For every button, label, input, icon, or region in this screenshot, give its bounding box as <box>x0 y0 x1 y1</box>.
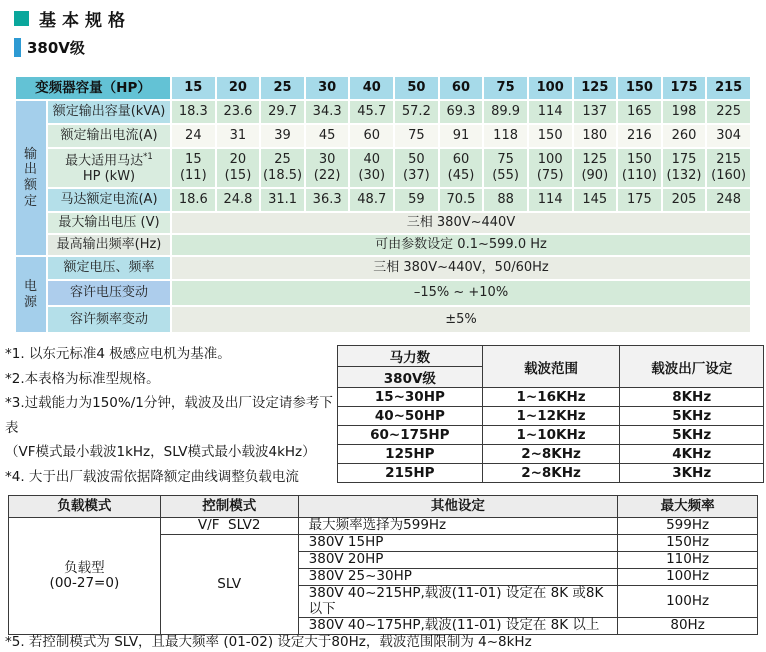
subtitle-bar-icon <box>14 38 21 57</box>
footnote: *5. 若控制模式为 SLV，且最大频率 (01-02) 设定大于80Hz，载波范围限制为 4~8kHz <box>5 634 532 650</box>
spec-value: 175 (132) <box>663 149 706 187</box>
spec-row-label: 马达额定电流(A) <box>48 189 170 211</box>
control-mode-cell: SLV <box>160 535 298 635</box>
carrier-row <box>338 407 764 426</box>
spec-value: 31.1 <box>261 189 304 211</box>
spec-value: 205 <box>663 189 706 211</box>
spec-span-value: –15% ~ +10% <box>172 281 750 305</box>
spec-value: 91 <box>440 125 483 147</box>
carrier-cell: 60~175HP <box>338 426 483 445</box>
spec-value: 175 <box>618 189 661 211</box>
spec-span-value: ±5% <box>172 307 750 332</box>
max-frequency-cell: 150Hz <box>618 535 758 552</box>
carrier-default-header: 载波出厂设定 <box>620 346 764 388</box>
spec-row-label: 额定电压、频率 <box>48 257 170 279</box>
spec-value: 40 (30) <box>350 149 393 187</box>
spec-value: 60 (45) <box>440 149 483 187</box>
capacity-col-header: 150 <box>618 77 661 99</box>
spec-value: 34.3 <box>306 101 349 123</box>
capacity-col-header: 25 <box>261 77 304 99</box>
spec-value: 75 <box>395 125 438 147</box>
other-setting-cell: 380V 40~175HP,载波(11-01) 设定在 8K 以上 <box>298 618 618 635</box>
capacity-col-header: 75 <box>484 77 527 99</box>
note-line: *3.过载能力为150%/1分钟，载波及出厂设定请参考下表 <box>5 395 333 436</box>
capacity-col-header: 60 <box>440 77 483 99</box>
spec-value: 30 (22) <box>306 149 349 187</box>
carrier-cell: 1~12KHz <box>482 407 620 426</box>
carrier-cell: 4KHz <box>620 445 764 464</box>
voltage-class-label: 380V级 <box>27 39 85 57</box>
spec-value: 100 (75) <box>529 149 572 187</box>
carrier-row <box>338 426 764 445</box>
max-frequency-cell: 100Hz <box>618 586 758 618</box>
spec-value: 18.6 <box>172 189 215 211</box>
spec-row-label: 最大适用马达$^{*1}$ HP (kW) <box>48 149 170 187</box>
spec-value: 89.9 <box>484 101 527 123</box>
carrier-range-header: 载波范围 <box>482 346 620 388</box>
mode-row <box>9 518 758 535</box>
mode-col-header: 控制模式 <box>160 496 298 518</box>
max-frequency-cell: 100Hz <box>618 569 758 586</box>
spec-value: 50 (37) <box>395 149 438 187</box>
mode-col-header: 其他设定 <box>298 496 618 518</box>
spec-value: 215 (160) <box>707 149 750 187</box>
main-spec-table <box>14 75 752 334</box>
carrier-row <box>338 464 764 483</box>
carrier-cell: 125HP <box>338 445 483 464</box>
control-mode-table <box>8 495 758 635</box>
other-setting-cell: 380V 40~215HP,载波(11-01) 设定在 8K 或8K 以下 <box>298 586 618 618</box>
note-line: （VF模式最小载波1kHz，SLV模式最小载波4kHz） <box>5 444 316 460</box>
spec-value: 180 <box>574 125 617 147</box>
spec-value: 25 (18.5) <box>261 149 304 187</box>
max-frequency-cell: 599Hz <box>618 518 758 535</box>
spec-value: 48.7 <box>350 189 393 211</box>
mode-col-header: 最大频率 <box>618 496 758 518</box>
page-title-row <box>14 6 131 31</box>
note-line: *4. 大于出厂载波需依据降额定曲线调整负载电流 <box>5 468 299 485</box>
spec-value: 260 <box>663 125 706 147</box>
capacity-col-header: 175 <box>663 77 706 99</box>
spec-value: 24 <box>172 125 215 147</box>
carrier-frequency-table <box>337 345 764 483</box>
spec-row-label: 最高输出频率(Hz) <box>48 235 170 255</box>
carrier-cell: 2~8KHz <box>482 445 620 464</box>
spec-value: 69.3 <box>440 101 483 123</box>
spec-value: 59 <box>395 189 438 211</box>
other-setting-cell: 最大频率选择为599Hz <box>298 518 618 535</box>
carrier-voltage-header: 380V级 <box>338 367 483 388</box>
spec-value: 24.8 <box>217 189 260 211</box>
notes-block <box>5 342 335 489</box>
spec-value: 150 <box>529 125 572 147</box>
other-setting-cell: 380V 15HP <box>298 535 618 552</box>
spec-value: 45 <box>306 125 349 147</box>
capacity-col-header: 50 <box>395 77 438 99</box>
spec-value: 150 (110) <box>618 149 661 187</box>
spec-value: 125 (90) <box>574 149 617 187</box>
carrier-hp-header: 马力数 <box>338 346 483 367</box>
carrier-row <box>338 388 764 407</box>
carrier-cell: 8KHz <box>620 388 764 407</box>
carrier-cell: 1~16KHz <box>482 388 620 407</box>
spec-value: 304 <box>707 125 750 147</box>
max-frequency-cell: 80Hz <box>618 618 758 635</box>
page-title: 基本规格 <box>39 11 131 31</box>
spec-value: 198 <box>663 101 706 123</box>
carrier-row <box>338 445 764 464</box>
spec-value: 114 <box>529 101 572 123</box>
voltage-class-row <box>14 37 85 58</box>
spec-value: 88 <box>484 189 527 211</box>
spec-value: 114 <box>529 189 572 211</box>
carrier-cell: 3KHz <box>620 464 764 483</box>
other-setting-cell: 380V 25~30HP <box>298 569 618 586</box>
spec-span-value: 可由参数设定 0.1~599.0 Hz <box>172 235 750 255</box>
capacity-col-header: 100 <box>529 77 572 99</box>
spec-value: 20 (15) <box>217 149 260 187</box>
spec-value: 118 <box>484 125 527 147</box>
spec-span-value: 三相 380V~440V <box>172 213 750 233</box>
capacity-header: 变频器容量（HP） <box>16 77 170 99</box>
spec-value: 225 <box>707 101 750 123</box>
group-label: 电 源 <box>16 257 46 332</box>
spec-value: 23.6 <box>217 101 260 123</box>
carrier-cell: 215HP <box>338 464 483 483</box>
capacity-col-header: 15 <box>172 77 215 99</box>
capacity-col-header: 125 <box>574 77 617 99</box>
spec-value: 75 (55) <box>484 149 527 187</box>
spec-value: 45.7 <box>350 101 393 123</box>
carrier-cell: 15~30HP <box>338 388 483 407</box>
spec-value: 18.3 <box>172 101 215 123</box>
carrier-cell: 40~50HP <box>338 407 483 426</box>
spec-row-label: 额定输出容量(kVA) <box>48 101 170 123</box>
group-label: 输 出 额 定 <box>16 101 46 255</box>
spec-value: 15 (11) <box>172 149 215 187</box>
carrier-cell: 2~8KHz <box>482 464 620 483</box>
spec-row-label: 额定输出电流(A) <box>48 125 170 147</box>
spec-span-value: 三相 380V~440V，50/60Hz <box>172 257 750 279</box>
carrier-cell: 5KHz <box>620 407 764 426</box>
spec-value: 29.7 <box>261 101 304 123</box>
max-frequency-cell: 110Hz <box>618 552 758 569</box>
title-square-icon <box>14 11 29 26</box>
spec-value: 31 <box>217 125 260 147</box>
spec-value: 165 <box>618 101 661 123</box>
capacity-col-header: 215 <box>707 77 750 99</box>
spec-value: 145 <box>574 189 617 211</box>
load-mode-cell: 负载型 (00-27=0) <box>9 518 161 635</box>
spec-row-label: 容许电压变动 <box>48 281 170 305</box>
capacity-col-header: 30 <box>306 77 349 99</box>
mode-col-header: 负载模式 <box>9 496 161 518</box>
spec-value: 137 <box>574 101 617 123</box>
spec-row-label: 容许频率变动 <box>48 307 170 332</box>
note-line: *2.本表格为标准型规格。 <box>5 370 160 387</box>
carrier-cell: 1~10KHz <box>482 426 620 445</box>
spec-value: 60 <box>350 125 393 147</box>
carrier-cell: 5KHz <box>620 426 764 445</box>
capacity-col-header: 40 <box>350 77 393 99</box>
spec-value: 39 <box>261 125 304 147</box>
capacity-col-header: 20 <box>217 77 260 99</box>
spec-value: 70.5 <box>440 189 483 211</box>
spec-value: 36.3 <box>306 189 349 211</box>
note-line: *1. 以东元标准4 极感应电机为基准。 <box>5 346 231 362</box>
spec-value: 216 <box>618 125 661 147</box>
spec-value: 57.2 <box>395 101 438 123</box>
spec-row-label: 最大输出电压 (V) <box>48 213 170 233</box>
control-mode-cell: V/F SLV2 <box>160 518 298 535</box>
other-setting-cell: 380V 20HP <box>298 552 618 569</box>
spec-value: 248 <box>707 189 750 211</box>
